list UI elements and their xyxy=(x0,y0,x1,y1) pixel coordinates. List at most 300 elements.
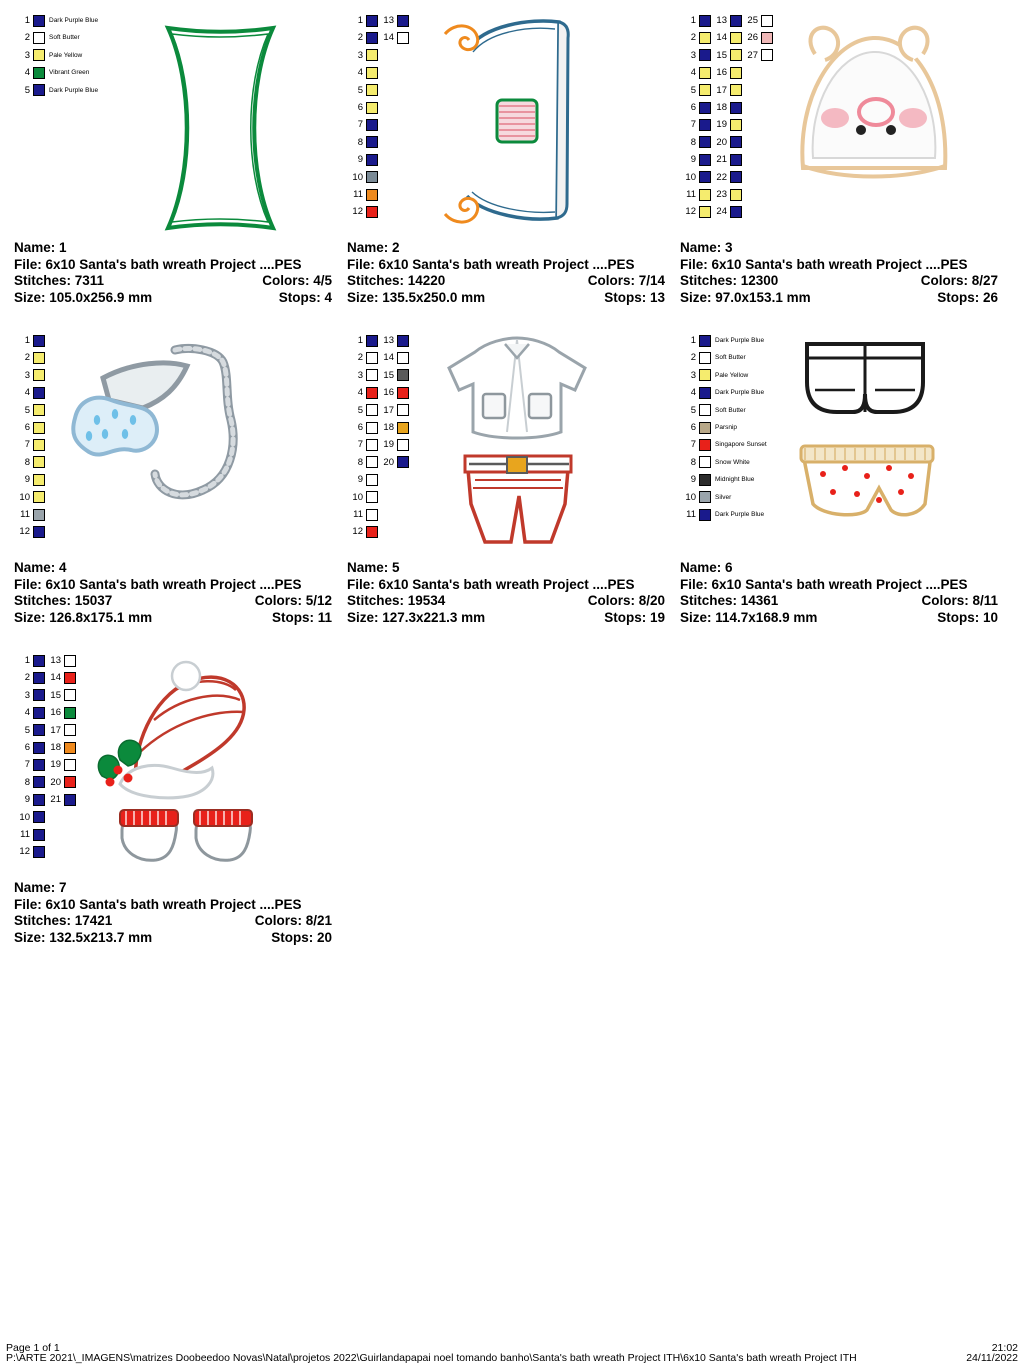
legend-item xyxy=(45,687,76,704)
legend-number: 10 xyxy=(352,491,363,503)
legend-item xyxy=(347,523,378,540)
legend-item xyxy=(347,419,378,436)
legend-number: 10 xyxy=(352,171,363,183)
legend-number: 3 xyxy=(357,369,363,381)
color-swatch xyxy=(33,32,45,44)
design-info-6 xyxy=(680,558,1005,626)
design-name: Name: 2 xyxy=(347,240,400,255)
color-swatch xyxy=(64,672,76,684)
color-swatch xyxy=(397,439,409,451)
color-swatch xyxy=(33,829,45,841)
legend-item xyxy=(711,134,742,151)
legend-number: 2 xyxy=(690,32,696,44)
legend-item xyxy=(711,82,742,99)
legend-number: 4 xyxy=(357,67,363,79)
legend-number: 13 xyxy=(50,655,61,666)
legend-item xyxy=(711,116,742,133)
design-name: Name: 5 xyxy=(347,560,400,575)
legend-color-name: Soft Butter xyxy=(715,354,746,362)
legend-item xyxy=(680,64,711,81)
design-cell-4 xyxy=(14,328,347,626)
color-swatch xyxy=(699,49,711,61)
color-swatch xyxy=(730,67,742,79)
legend-item xyxy=(711,12,742,29)
legend-item xyxy=(378,332,409,349)
legend-item xyxy=(45,756,76,773)
legend-number: 9 xyxy=(690,474,696,486)
color-swatch xyxy=(33,335,45,347)
legend-number: 14 xyxy=(716,32,727,44)
legend-item xyxy=(14,64,98,81)
legend-number: 21 xyxy=(50,794,61,806)
legend-number: 13 xyxy=(383,15,394,26)
design-colors: Colors: 8/27 xyxy=(920,273,998,288)
legend-color-name: Vibrant Green xyxy=(49,69,90,77)
legend-item xyxy=(14,687,45,704)
legend-item xyxy=(347,332,378,349)
legend-number: 21 xyxy=(716,154,727,166)
legend-number: 2 xyxy=(690,352,696,364)
design-row xyxy=(14,8,1014,306)
footer-page-number: Page 1 of 1 xyxy=(6,1342,60,1354)
color-swatch xyxy=(730,102,742,114)
legend-item xyxy=(347,134,378,151)
design-colors: Colors: 8/20 xyxy=(587,593,665,608)
legend-color-name: Dark Purple Blue xyxy=(715,510,765,518)
color-swatch xyxy=(366,189,378,201)
legend-number: 7 xyxy=(24,759,30,771)
legend-column xyxy=(378,332,409,541)
color-swatch xyxy=(366,526,378,538)
design-size: Size: 132.5x213.7 mm xyxy=(14,929,153,945)
legend-item xyxy=(680,402,767,419)
legend-item xyxy=(347,186,378,203)
design-file: File: 6x10 Santa's bath wreath Project ....PES xyxy=(680,256,968,272)
color-swatch xyxy=(366,136,378,148)
design-cell-5 xyxy=(347,328,680,626)
design-stops: Stops: 10 xyxy=(937,609,998,625)
legend-item xyxy=(680,116,711,133)
color-swatch xyxy=(699,509,711,521)
color-swatch xyxy=(699,171,711,183)
legend-item xyxy=(45,774,76,791)
color-swatch xyxy=(33,404,45,416)
legend-number: 11 xyxy=(20,828,30,840)
design-grid xyxy=(14,8,1014,946)
legend-number: 17 xyxy=(383,404,394,416)
color-swatch xyxy=(33,742,45,754)
legend-item xyxy=(14,454,45,471)
color-swatch xyxy=(699,136,711,148)
color-swatch xyxy=(397,352,409,364)
legend-number: 5 xyxy=(357,404,363,416)
legend-number: 13 xyxy=(716,15,727,26)
color-swatch xyxy=(397,32,409,44)
legend-color-name: Dark Purple Blue xyxy=(715,337,765,344)
legend-number: 27 xyxy=(747,49,758,61)
design-size: Size: 114.7x168.9 mm xyxy=(680,609,818,625)
legend-item xyxy=(711,99,742,116)
color-swatch xyxy=(366,474,378,486)
legend-item xyxy=(14,722,45,739)
legend-item xyxy=(347,436,378,453)
design-stitches: Stitches: 14220 xyxy=(347,273,446,288)
legend-item xyxy=(680,332,767,349)
color-swatch xyxy=(397,422,409,434)
legend-item xyxy=(14,791,45,808)
legend-item xyxy=(378,349,409,366)
design-cell-1 xyxy=(14,8,347,306)
embroidery-art-2 xyxy=(409,8,672,238)
design-preview-2 xyxy=(347,8,672,238)
embroidery-art-7 xyxy=(76,648,339,878)
legend-item xyxy=(14,332,45,349)
legend-number: 16 xyxy=(50,707,61,719)
design-preview-6 xyxy=(680,328,1005,558)
design-info-1 xyxy=(14,238,339,306)
design-size: Size: 126.8x175.1 mm xyxy=(14,609,153,625)
color-swatch xyxy=(366,102,378,114)
legend-item xyxy=(45,791,76,808)
design-colors: Colors: 5/12 xyxy=(254,593,332,608)
legend-item xyxy=(14,47,98,64)
legend-number: 1 xyxy=(690,335,696,346)
legend-number: 16 xyxy=(383,387,394,399)
legend-item xyxy=(14,756,45,773)
design-info-5 xyxy=(347,558,672,626)
legend-item xyxy=(680,203,711,220)
embroidery-art-5 xyxy=(409,328,672,558)
color-swatch xyxy=(699,32,711,44)
legend-item xyxy=(14,489,45,506)
legend-number: 8 xyxy=(357,136,363,148)
legend-number: 5 xyxy=(24,724,30,736)
design-colors: Colors: 7/14 xyxy=(587,273,665,288)
design-file: File: 6x10 Santa's bath wreath Project ....PES xyxy=(14,896,302,912)
legend-column xyxy=(14,12,98,99)
legend-number: 3 xyxy=(357,49,363,61)
legend-number: 8 xyxy=(357,456,363,468)
legend-item xyxy=(14,402,45,419)
color-swatch xyxy=(64,655,76,667)
legend-item xyxy=(742,29,773,46)
legend-number: 7 xyxy=(690,439,696,451)
legend-number: 5 xyxy=(24,404,30,416)
design-colors: Colors: 8/11 xyxy=(921,593,998,608)
design-info-7 xyxy=(14,878,339,946)
legend-item xyxy=(711,151,742,168)
legend-number: 11 xyxy=(20,508,30,520)
legend-number: 18 xyxy=(50,741,61,753)
legend-number: 20 xyxy=(50,776,61,788)
legend-item xyxy=(14,436,45,453)
color-swatch xyxy=(397,387,409,399)
color-swatch xyxy=(366,67,378,79)
legend-number: 20 xyxy=(716,136,727,148)
legend-number: 4 xyxy=(690,67,696,79)
legend-column xyxy=(680,332,767,523)
design-file: File: 6x10 Santa's bath wreath Project ....PES xyxy=(680,576,968,592)
legend-column xyxy=(14,332,45,541)
design-stops: Stops: 4 xyxy=(278,289,332,305)
color-swatch xyxy=(366,456,378,468)
legend-number: 5 xyxy=(690,404,696,416)
legend-item xyxy=(680,29,711,46)
design-stitches: Stitches: 19534 xyxy=(347,593,446,608)
legend-item xyxy=(680,419,767,436)
legend-number: 6 xyxy=(357,421,363,433)
legend-number: 2 xyxy=(24,352,30,364)
design-stitches: Stitches: 7311 xyxy=(14,273,105,288)
legend-number: 19 xyxy=(716,119,727,131)
color-swatch xyxy=(33,724,45,736)
legend-item xyxy=(347,471,378,488)
color-swatch xyxy=(64,759,76,771)
design-colors: Colors: 8/21 xyxy=(254,913,332,928)
legend-number: 8 xyxy=(690,456,696,468)
legend-item xyxy=(680,12,711,29)
legend-number: 10 xyxy=(685,171,696,183)
color-swatch xyxy=(33,67,45,79)
legend-item xyxy=(378,12,409,29)
legend-item xyxy=(14,82,98,99)
legend-number: 17 xyxy=(716,84,727,96)
legend-item xyxy=(347,116,378,133)
page-footer xyxy=(6,1342,1018,1364)
legend-item xyxy=(711,169,742,186)
color-swatch xyxy=(397,15,409,27)
legend-item xyxy=(14,367,45,384)
legend-item xyxy=(711,186,742,203)
color-legend-1 xyxy=(14,8,98,99)
color-swatch xyxy=(730,154,742,166)
legend-item xyxy=(378,367,409,384)
design-size: Size: 97.0x153.1 mm xyxy=(680,289,811,305)
legend-column xyxy=(378,12,409,221)
design-row xyxy=(14,648,1014,946)
color-swatch xyxy=(33,84,45,96)
color-swatch xyxy=(33,474,45,486)
legend-item xyxy=(680,349,767,366)
design-preview-1 xyxy=(14,8,339,238)
color-swatch xyxy=(730,136,742,148)
legend-item xyxy=(347,384,378,401)
design-file: File: 6x10 Santa's bath wreath Project ....PES xyxy=(347,576,635,592)
color-swatch xyxy=(33,689,45,701)
legend-item xyxy=(14,669,45,686)
legend-item xyxy=(14,774,45,791)
color-swatch xyxy=(366,369,378,381)
color-legend-7 xyxy=(14,648,76,861)
color-swatch xyxy=(33,491,45,503)
color-swatch xyxy=(33,811,45,823)
legend-item xyxy=(347,489,378,506)
legend-number: 4 xyxy=(24,67,30,79)
legend-item xyxy=(14,29,98,46)
legend-number: 4 xyxy=(24,387,30,399)
legend-number: 12 xyxy=(352,526,363,538)
legend-item xyxy=(378,402,409,419)
color-swatch xyxy=(33,707,45,719)
legend-item xyxy=(680,367,767,384)
legend-number: 13 xyxy=(383,335,394,346)
legend-number: 11 xyxy=(686,508,696,520)
design-size: Size: 135.5x250.0 mm xyxy=(347,289,486,305)
design-cell-7 xyxy=(14,648,347,946)
design-stops: Stops: 26 xyxy=(937,289,998,305)
legend-item xyxy=(378,454,409,471)
color-swatch xyxy=(730,206,742,218)
legend-color-name: Pale Yellow xyxy=(49,51,83,59)
design-cell-empty xyxy=(347,648,680,946)
legend-item xyxy=(347,506,378,523)
legend-item xyxy=(711,47,742,64)
legend-number: 5 xyxy=(690,84,696,96)
legend-number: 6 xyxy=(690,101,696,113)
color-swatch xyxy=(33,369,45,381)
legend-item xyxy=(680,151,711,168)
color-swatch xyxy=(366,422,378,434)
color-swatch xyxy=(33,794,45,806)
color-swatch xyxy=(730,171,742,183)
legend-number: 12 xyxy=(685,206,696,218)
legend-color-name: Soft Butter xyxy=(715,406,746,414)
legend-item xyxy=(680,82,711,99)
legend-number: 22 xyxy=(716,171,727,183)
legend-item xyxy=(347,454,378,471)
design-preview-3 xyxy=(680,8,1005,238)
legend-number: 14 xyxy=(50,672,61,684)
legend-number: 12 xyxy=(352,206,363,218)
legend-item xyxy=(45,652,76,669)
legend-item xyxy=(680,489,767,506)
legend-color-name: Dark Purple Blue xyxy=(715,389,765,397)
legend-item xyxy=(347,203,378,220)
legend-item xyxy=(711,64,742,81)
legend-item xyxy=(711,29,742,46)
color-swatch xyxy=(366,439,378,451)
color-swatch xyxy=(730,189,742,201)
legend-color-name: Pale Yellow xyxy=(715,371,749,379)
design-stitches: Stitches: 15037 xyxy=(14,593,113,608)
legend-number: 19 xyxy=(383,439,394,451)
legend-item xyxy=(742,47,773,64)
color-swatch xyxy=(33,456,45,468)
legend-number: 7 xyxy=(357,119,363,131)
legend-color-name: Parsnip xyxy=(715,423,738,431)
legend-item xyxy=(14,419,45,436)
color-swatch xyxy=(64,742,76,754)
color-swatch xyxy=(366,491,378,503)
legend-item xyxy=(680,506,767,523)
design-info-4 xyxy=(14,558,339,626)
legend-number: 8 xyxy=(690,136,696,148)
legend-column xyxy=(742,12,773,221)
legend-column xyxy=(680,12,711,221)
legend-item xyxy=(45,704,76,721)
legend-number: 4 xyxy=(357,387,363,399)
legend-item xyxy=(680,99,711,116)
legend-color-name: Dark Purple Blue xyxy=(49,17,99,24)
legend-number: 12 xyxy=(19,526,30,538)
design-name: Name: 6 xyxy=(680,560,733,575)
legend-number: 1 xyxy=(24,15,30,26)
color-swatch xyxy=(64,776,76,788)
legend-item xyxy=(45,739,76,756)
color-swatch xyxy=(397,456,409,468)
legend-number: 5 xyxy=(357,84,363,96)
color-swatch xyxy=(699,439,711,451)
legend-number: 19 xyxy=(50,759,61,771)
embroidery-art-1 xyxy=(98,8,339,238)
legend-number: 9 xyxy=(690,154,696,166)
legend-item xyxy=(347,82,378,99)
legend-number: 26 xyxy=(747,32,758,44)
color-legend-3 xyxy=(680,8,773,221)
legend-number: 2 xyxy=(357,352,363,364)
legend-item xyxy=(14,384,45,401)
color-legend-2 xyxy=(347,8,409,221)
color-swatch xyxy=(366,206,378,218)
legend-column xyxy=(347,332,378,541)
legend-item xyxy=(45,669,76,686)
color-swatch xyxy=(366,84,378,96)
color-swatch xyxy=(397,404,409,416)
legend-item xyxy=(680,471,767,488)
legend-number: 11 xyxy=(353,188,363,200)
color-swatch xyxy=(33,846,45,858)
legend-color-name: Singapore Sunset xyxy=(715,441,767,449)
design-size: Size: 105.0x256.9 mm xyxy=(14,289,153,305)
legend-number: 8 xyxy=(24,776,30,788)
legend-number: 3 xyxy=(690,49,696,61)
color-swatch xyxy=(33,352,45,364)
legend-number: 6 xyxy=(24,741,30,753)
legend-item xyxy=(347,99,378,116)
legend-item xyxy=(45,722,76,739)
color-swatch xyxy=(699,67,711,79)
color-swatch xyxy=(699,369,711,381)
design-name: Name: 3 xyxy=(680,240,733,255)
legend-item xyxy=(742,12,773,29)
legend-item xyxy=(14,652,45,669)
legend-number: 18 xyxy=(383,421,394,433)
legend-item xyxy=(347,64,378,81)
legend-item xyxy=(347,402,378,419)
legend-number: 25 xyxy=(747,15,758,26)
legend-number: 12 xyxy=(19,846,30,858)
color-swatch xyxy=(366,154,378,166)
design-stops: Stops: 20 xyxy=(271,929,332,945)
legend-number: 10 xyxy=(19,811,30,823)
footer-time: 21:02 xyxy=(991,1342,1018,1354)
legend-number: 4 xyxy=(690,387,696,399)
color-swatch xyxy=(64,707,76,719)
design-info-2 xyxy=(347,238,672,306)
legend-number: 14 xyxy=(383,32,394,44)
legend-number: 5 xyxy=(24,84,30,96)
design-stitches: Stitches: 17421 xyxy=(14,913,113,928)
legend-item xyxy=(378,436,409,453)
color-swatch xyxy=(699,206,711,218)
legend-number: 1 xyxy=(24,335,30,346)
legend-item xyxy=(347,29,378,46)
legend-number: 1 xyxy=(24,655,30,666)
footer-path: P:\ARTE 2021\_IMAGENS\matrizes Doobeedoo Novas\Natal\projetos 2022\Guirlandapapai noel tomando banho\Santa's bath wreath Project ITH\6x10 Santa's bath wreath Project ITH xyxy=(6,1352,857,1364)
legend-item xyxy=(711,203,742,220)
color-swatch xyxy=(64,689,76,701)
design-name: Name: 1 xyxy=(14,240,67,255)
